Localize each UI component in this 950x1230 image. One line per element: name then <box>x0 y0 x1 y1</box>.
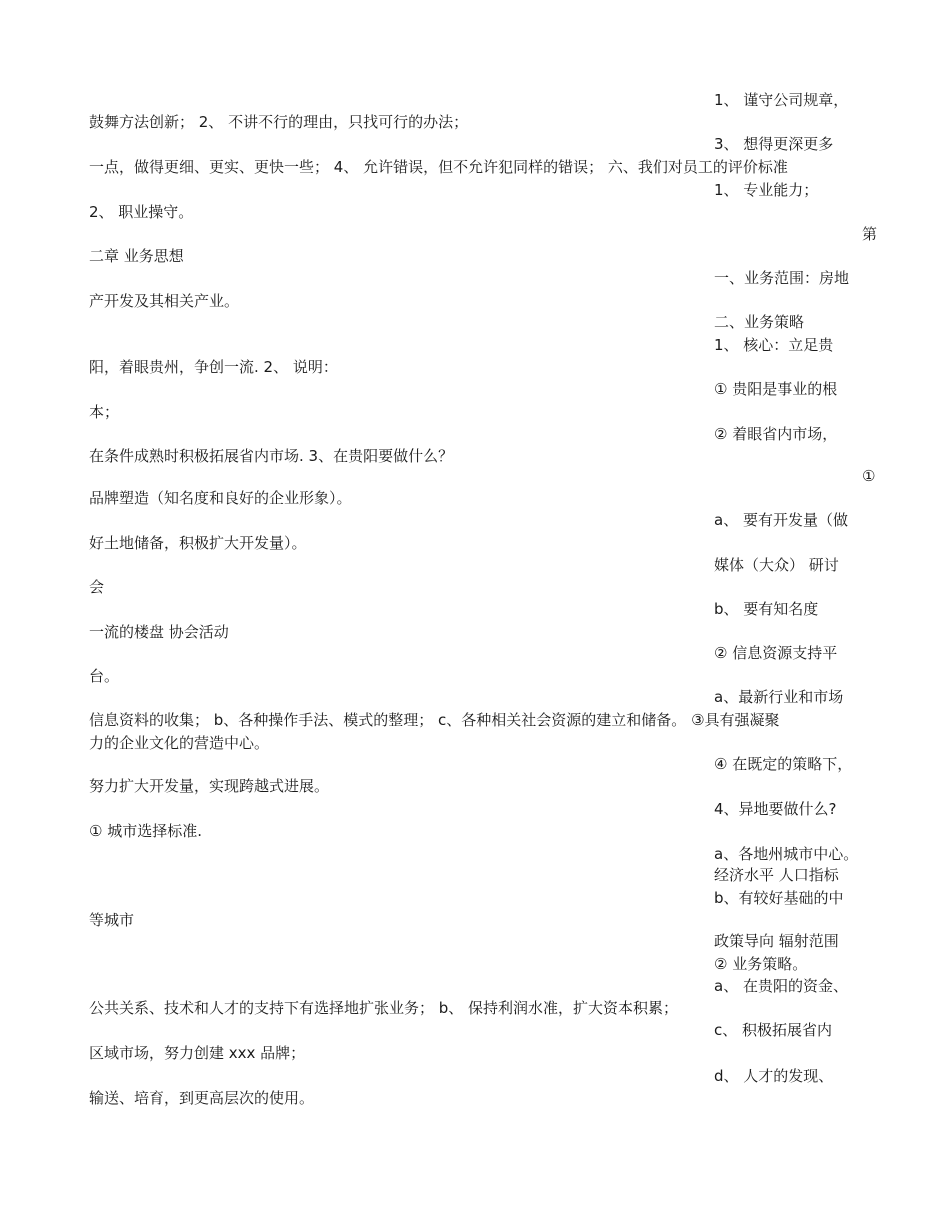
text-line: 努力扩大开发量，实现跨越式进展。 <box>89 777 330 795</box>
text-line: 鼓舞方法创新； 2、 不讲不行的理由，只找可行的办法； <box>89 113 469 131</box>
text-line: 3、 想得更深更多 <box>714 135 834 153</box>
text-line: ② 业务策略。 <box>714 955 808 973</box>
text-line: c、 积极拓展省内 <box>714 1021 833 1039</box>
text-line: 1、 谨守公司规章， <box>714 91 849 109</box>
text-line: 一点，做得更细、更实、更快一些； 4、 允许错误，但不允许犯同样的错误； 六、我们对员工的评价标准 <box>89 158 788 176</box>
chapter-heading: 二章 业务思想 <box>89 247 184 265</box>
section-heading: 一、业务范围：房地 <box>714 269 850 287</box>
text-line: ① <box>862 467 876 485</box>
text-line: a、最新行业和市场 <box>714 688 844 706</box>
text-line: 等城市 <box>89 911 135 929</box>
text-line: 会 <box>89 578 105 596</box>
text-line: 一流的楼盘 协会活动 <box>89 623 229 641</box>
text-line: d、 人才的发现、 <box>714 1067 834 1085</box>
text-line: 经济水平 人口指标 <box>714 866 839 884</box>
text-line: ② 信息资源支持平 <box>714 644 838 662</box>
section-heading: 二、业务策略 <box>714 313 805 331</box>
text-line: ② 着眼省内市场， <box>714 425 838 443</box>
text-line: 1、 核心：立足贵 <box>714 336 834 354</box>
text-line: 4、异地要做什么? <box>714 800 837 818</box>
text-line: a、各地州城市中心。 <box>714 845 859 863</box>
text-line: b、 要有知名度 <box>714 600 819 618</box>
text-line: a、 要有开发量（做 <box>714 511 848 529</box>
text-line: 1、 专业能力； <box>714 181 819 199</box>
text-line: 本； <box>89 403 120 421</box>
text-line: 区域市场，努力创建 xxx 品牌； <box>89 1044 306 1062</box>
text-line: 政策导向 辐射范围 <box>714 932 839 950</box>
text-line: ① 城市选择标准. <box>89 822 202 840</box>
text-line: 输送、培育，到更高层次的使用。 <box>89 1089 315 1107</box>
text-line: a、 在贵阳的资金、 <box>714 977 848 995</box>
text-line: 台。 <box>89 667 120 685</box>
text-line: 阳，着眼贵州，争创一流. 2、 说明： <box>89 358 338 376</box>
text-line: 在条件成熟时积极拓展省内市场. 3、在贵阳要做什么？ <box>89 447 454 465</box>
text-line: 品牌塑造（知名度和良好的企业形象）。 <box>89 489 352 507</box>
text-line: ① 贵阳是事业的根 <box>714 380 838 398</box>
text-line: 媒体（大众） 研讨 <box>714 556 839 574</box>
text-line: 2、 职业操守。 <box>89 203 194 221</box>
text-line: 力的企业文化的营造中心。 <box>89 734 270 752</box>
text-line: 第 <box>862 225 878 243</box>
text-line: 公共关系、技术和人才的支持下有选择地扩张业务； b、 保持利润水准，扩大资本积累； <box>89 999 679 1017</box>
text-line: 产开发及其相关产业。 <box>89 292 240 310</box>
text-line: 好土地储备，积极扩大开发量）。 <box>89 534 307 552</box>
text-line: 信息资料的收集； b、各种操作手法、模式的整理； c、各种相关社会资源的建立和储备。 ③具有强凝聚 <box>89 711 780 729</box>
text-line: b、有较好基础的中 <box>714 889 844 907</box>
text-line: ④ 在既定的策略下， <box>714 755 853 773</box>
